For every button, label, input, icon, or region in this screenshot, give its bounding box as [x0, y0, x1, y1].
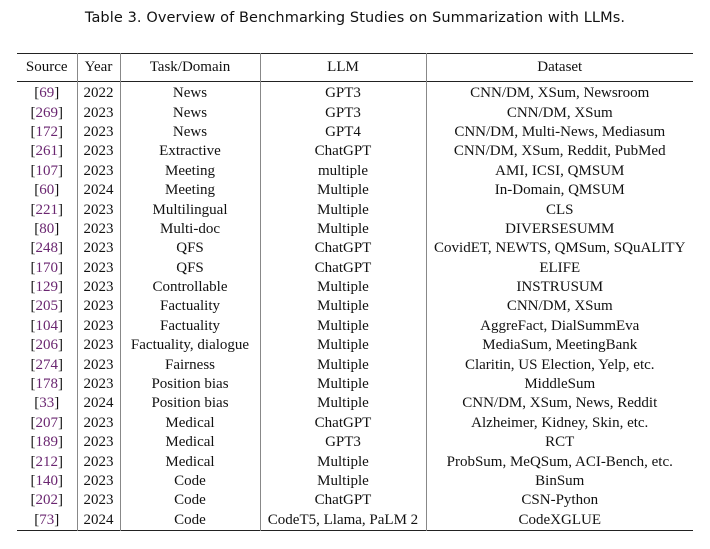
dataset-cell: CSN-Python [426, 491, 693, 510]
bracket-close: ] [58, 201, 63, 218]
bracket-open: [ [34, 220, 40, 237]
header-row [17, 54, 693, 82]
task-domain-cell: Factuality [120, 297, 260, 316]
bracket-open: [ [30, 240, 36, 257]
dataset-cell: CodeXGLUE [426, 511, 693, 531]
bracket-close: ] [58, 240, 63, 257]
bracket-open: [ [30, 104, 36, 121]
table-row [17, 142, 693, 161]
year-cell: 2023 [77, 375, 120, 394]
llm-cell: Multiple [260, 375, 426, 394]
llm-cell: Multiple [260, 181, 426, 200]
citation-link[interactable]: 205 [35, 298, 58, 315]
bracket-close: ] [54, 85, 60, 102]
llm-cell: GPT4 [260, 123, 426, 142]
dataset-cell: RCT [426, 433, 693, 452]
llm-cell: GPT3 [260, 103, 426, 122]
dataset-cell: CNN/DM, XSum, News, Reddit [426, 394, 693, 413]
task-domain-cell: Multilingual [120, 200, 260, 219]
table-row [17, 278, 693, 297]
task-domain-cell: Position bias [120, 394, 260, 413]
llm-cell: Multiple [260, 200, 426, 219]
llm-cell: Multiple [260, 394, 426, 413]
bracket-open: [ [34, 511, 40, 528]
task-domain-cell: Medical [120, 414, 260, 433]
dataset-cell: BinSum [426, 472, 693, 491]
dataset-cell: CNN/DM, XSum [426, 103, 693, 122]
table-row [17, 103, 693, 122]
citation-link[interactable]: 33 [39, 395, 55, 412]
citation-link[interactable]: 248 [35, 240, 58, 257]
citation-link[interactable]: 206 [35, 337, 58, 354]
citation-link[interactable]: 140 [35, 473, 58, 489]
bracket-close: ] [58, 492, 63, 509]
bracket-close: ] [54, 395, 60, 412]
bracket-open: [ [30, 279, 36, 296]
header-year: Year [77, 54, 120, 82]
llm-cell: ChatGPT [260, 142, 426, 161]
llm-cell: GPT3 [260, 433, 426, 452]
task-domain-cell: Code [120, 491, 260, 510]
bracket-open: [ [34, 182, 40, 199]
citation-link[interactable]: 80 [39, 220, 55, 237]
dataset-cell: DIVERSESUMM [426, 220, 693, 239]
llm-cell: Multiple [260, 472, 426, 491]
table-header [17, 54, 693, 82]
citation-link[interactable]: 269 [35, 104, 58, 121]
dataset-cell: In-Domain, QMSUM [426, 181, 693, 200]
task-domain-cell: Meeting [120, 181, 260, 200]
bracket-close: ] [58, 279, 63, 296]
citation-link[interactable]: 107 [35, 162, 58, 179]
bracket-close: ] [58, 376, 63, 393]
task-domain-cell: Medical [120, 452, 260, 471]
citation-link[interactable]: 261 [35, 143, 58, 160]
dataset-cell: ELIFE [426, 259, 693, 278]
table-row [17, 259, 693, 278]
bracket-open: [ [30, 492, 36, 509]
table-row [17, 200, 693, 219]
bracket-open: [ [30, 123, 36, 140]
table-row [17, 375, 693, 394]
table-row [17, 394, 693, 413]
task-domain-cell: Medical [120, 433, 260, 452]
table-row [17, 414, 693, 433]
bracket-close: ] [58, 356, 63, 373]
task-domain-cell: Fairness [120, 355, 260, 374]
table-row [17, 511, 693, 531]
llm-cell: Multiple [260, 452, 426, 471]
table-caption: Table 3. Overview of Benchmarking Studies on Summarization with LLMs. [84, 10, 626, 26]
table-body [17, 82, 693, 531]
dataset-cell: CNN/DM, XSum [426, 297, 693, 316]
year-cell: 2023 [77, 259, 120, 278]
bracket-close: ] [58, 162, 63, 179]
bracket-open: [ [30, 453, 36, 470]
year-cell: 2023 [77, 162, 120, 181]
source-cell [17, 511, 77, 531]
year-cell: 2023 [77, 472, 120, 491]
citation-link[interactable]: 170 [35, 259, 58, 276]
citation-link[interactable]: 73 [39, 511, 55, 528]
dataset-cell: AMI, ICSI, QMSUM [426, 162, 693, 181]
llm-cell: multiple [260, 162, 426, 181]
source-cell [17, 336, 77, 355]
source-cell [17, 82, 77, 104]
citation-link[interactable]: 274 [35, 356, 58, 373]
llm-cell: Multiple [260, 220, 426, 239]
citation-link[interactable]: 69 [39, 85, 55, 102]
table-row [17, 355, 693, 374]
llm-cell: CodeT5, Llama, PaLM 2 [260, 511, 426, 531]
bracket-close: ] [58, 123, 63, 140]
source-cell [17, 297, 77, 316]
source-cell [17, 355, 77, 374]
dataset-cell: CLS [426, 200, 693, 219]
table-row [17, 239, 693, 258]
dataset-cell: INSTRUSUM [426, 278, 693, 297]
llm-cell: Multiple [260, 355, 426, 374]
citation-link[interactable]: 104 [35, 317, 58, 334]
year-cell: 2023 [77, 491, 120, 510]
source-cell [17, 433, 77, 452]
bracket-close: ] [58, 317, 63, 334]
bracket-open: [ [30, 356, 36, 373]
bracket-open: [ [30, 162, 36, 179]
header-llm: LLM [260, 54, 426, 82]
bracket-open: [ [30, 414, 36, 431]
year-cell: 2022 [77, 82, 120, 104]
dataset-cell: CNN/DM, XSum, Newsroom [426, 82, 693, 104]
task-domain-cell: Position bias [120, 375, 260, 394]
task-domain-cell: Factuality, dialogue [120, 336, 260, 355]
bracket-open: [ [30, 376, 36, 393]
llm-cell: Multiple [260, 317, 426, 336]
source-cell [17, 375, 77, 394]
source-cell [17, 162, 77, 181]
source-cell [17, 259, 77, 278]
bracket-open: [ [30, 143, 36, 160]
bracket-close: ] [54, 220, 60, 237]
bracket-open: [ [34, 85, 40, 102]
table-row [17, 317, 693, 336]
llm-cell: ChatGPT [260, 491, 426, 510]
bracket-close: ] [58, 104, 63, 121]
year-cell: 2024 [77, 394, 120, 413]
source-cell [17, 200, 77, 219]
dataset-cell: MiddleSum [426, 375, 693, 394]
source-cell [17, 414, 77, 433]
task-domain-cell: Code [120, 472, 260, 491]
citation-link[interactable]: 221 [35, 201, 58, 218]
citation-link[interactable]: 172 [35, 123, 58, 140]
year-cell: 2023 [77, 452, 120, 471]
source-cell [17, 317, 77, 336]
source-cell [17, 278, 77, 297]
task-domain-cell: QFS [120, 259, 260, 278]
table-row [17, 452, 693, 471]
year-cell: 2023 [77, 414, 120, 433]
task-domain-cell: News [120, 103, 260, 122]
source-cell [17, 142, 77, 161]
dataset-cell: CNN/DM, XSum, Reddit, PubMed [426, 142, 693, 161]
year-cell: 2023 [77, 142, 120, 161]
task-domain-cell: Factuality [120, 317, 260, 336]
dataset-cell: MediaSum, MeetingBank [426, 336, 693, 355]
citation-link[interactable]: 178 [35, 376, 58, 393]
benchmark-table-container [17, 53, 693, 531]
year-cell: 2024 [77, 181, 120, 200]
source-cell [17, 103, 77, 122]
source-cell [17, 239, 77, 258]
source-cell [17, 123, 77, 142]
source-cell [17, 181, 77, 200]
year-cell: 2023 [77, 239, 120, 258]
bracket-close: ] [58, 434, 63, 451]
header-dataset: Dataset [426, 54, 693, 82]
table-row [17, 181, 693, 200]
header-task-domain: Task/Domain [120, 54, 260, 82]
dataset-cell: CovidET, NEWTS, QMSum, SQuALITY [426, 239, 693, 258]
llm-cell: Multiple [260, 278, 426, 297]
task-domain-cell: Multi-doc [120, 220, 260, 239]
year-cell: 2024 [77, 511, 120, 531]
table-row [17, 123, 693, 142]
citation-link[interactable]: 212 [35, 453, 58, 470]
dataset-cell: AggreFact, DialSummEva [426, 317, 693, 336]
bracket-close: ] [58, 143, 63, 160]
llm-cell: GPT3 [260, 82, 426, 104]
bracket-open: [ [30, 317, 36, 334]
bracket-open: [ [30, 259, 36, 276]
llm-cell: ChatGPT [260, 259, 426, 278]
year-cell: 2023 [77, 220, 120, 239]
source-cell [17, 491, 77, 510]
bracket-close: ] [54, 182, 60, 199]
table-row [17, 220, 693, 239]
table-row [17, 82, 693, 104]
header-source: Source [25, 59, 68, 75]
bracket-open: [ [34, 395, 40, 412]
llm-cell: Multiple [260, 297, 426, 316]
citation-link[interactable]: 202 [35, 492, 58, 509]
source-cell [17, 452, 77, 471]
llm-cell: ChatGPT [260, 414, 426, 433]
bracket-close: ] [54, 511, 60, 528]
table-row [17, 297, 693, 316]
task-domain-cell: Code [120, 511, 260, 531]
task-domain-cell: Controllable [120, 278, 260, 297]
task-domain-cell: Meeting [120, 162, 260, 181]
year-cell: 2023 [77, 317, 120, 336]
bracket-close: ] [58, 259, 63, 276]
llm-cell: ChatGPT [260, 239, 426, 258]
year-cell: 2023 [77, 123, 120, 142]
dataset-cell: Alzheimer, Kidney, Skin, etc. [426, 414, 693, 433]
year-cell: 2023 [77, 200, 120, 219]
year-cell: 2023 [77, 336, 120, 355]
llm-cell: Multiple [260, 336, 426, 355]
citation-link[interactable]: 207 [35, 414, 58, 431]
task-domain-cell: News [120, 82, 260, 104]
year-cell: 2023 [77, 355, 120, 374]
citation-link[interactable]: 60 [39, 182, 55, 199]
bracket-close: ] [58, 473, 63, 489]
table-row [17, 336, 693, 355]
bracket-close: ] [58, 337, 63, 354]
year-cell: 2023 [77, 297, 120, 316]
dataset-cell: ProbSum, MeQSum, ACI-Bench, etc. [426, 452, 693, 471]
bracket-open: [ [30, 201, 36, 218]
bracket-open: [ [30, 434, 36, 451]
table-row [17, 491, 693, 510]
citation-link[interactable]: 189 [35, 434, 58, 451]
bracket-open: [ [30, 473, 36, 489]
table-row [17, 162, 693, 181]
dataset-cell: CNN/DM, Multi-News, Mediasum [426, 123, 693, 142]
table-row [17, 472, 693, 491]
year-cell: 2023 [77, 103, 120, 122]
task-domain-cell: Extractive [120, 142, 260, 161]
bracket-close: ] [58, 453, 63, 470]
task-domain-cell: QFS [120, 239, 260, 258]
bracket-open: [ [30, 337, 36, 354]
source-cell [17, 220, 77, 239]
source-cell [17, 472, 77, 491]
citation-link[interactable]: 129 [35, 279, 58, 296]
table-row [17, 433, 693, 452]
bracket-close: ] [58, 414, 63, 431]
benchmark-table [17, 53, 693, 531]
bracket-open: [ [30, 298, 36, 315]
bracket-close: ] [58, 298, 63, 315]
task-domain-cell: News [120, 123, 260, 142]
source-cell [17, 394, 77, 413]
year-cell: 2023 [77, 278, 120, 297]
year-cell: 2023 [77, 433, 120, 452]
dataset-cell: Claritin, US Election, Yelp, etc. [426, 355, 693, 374]
